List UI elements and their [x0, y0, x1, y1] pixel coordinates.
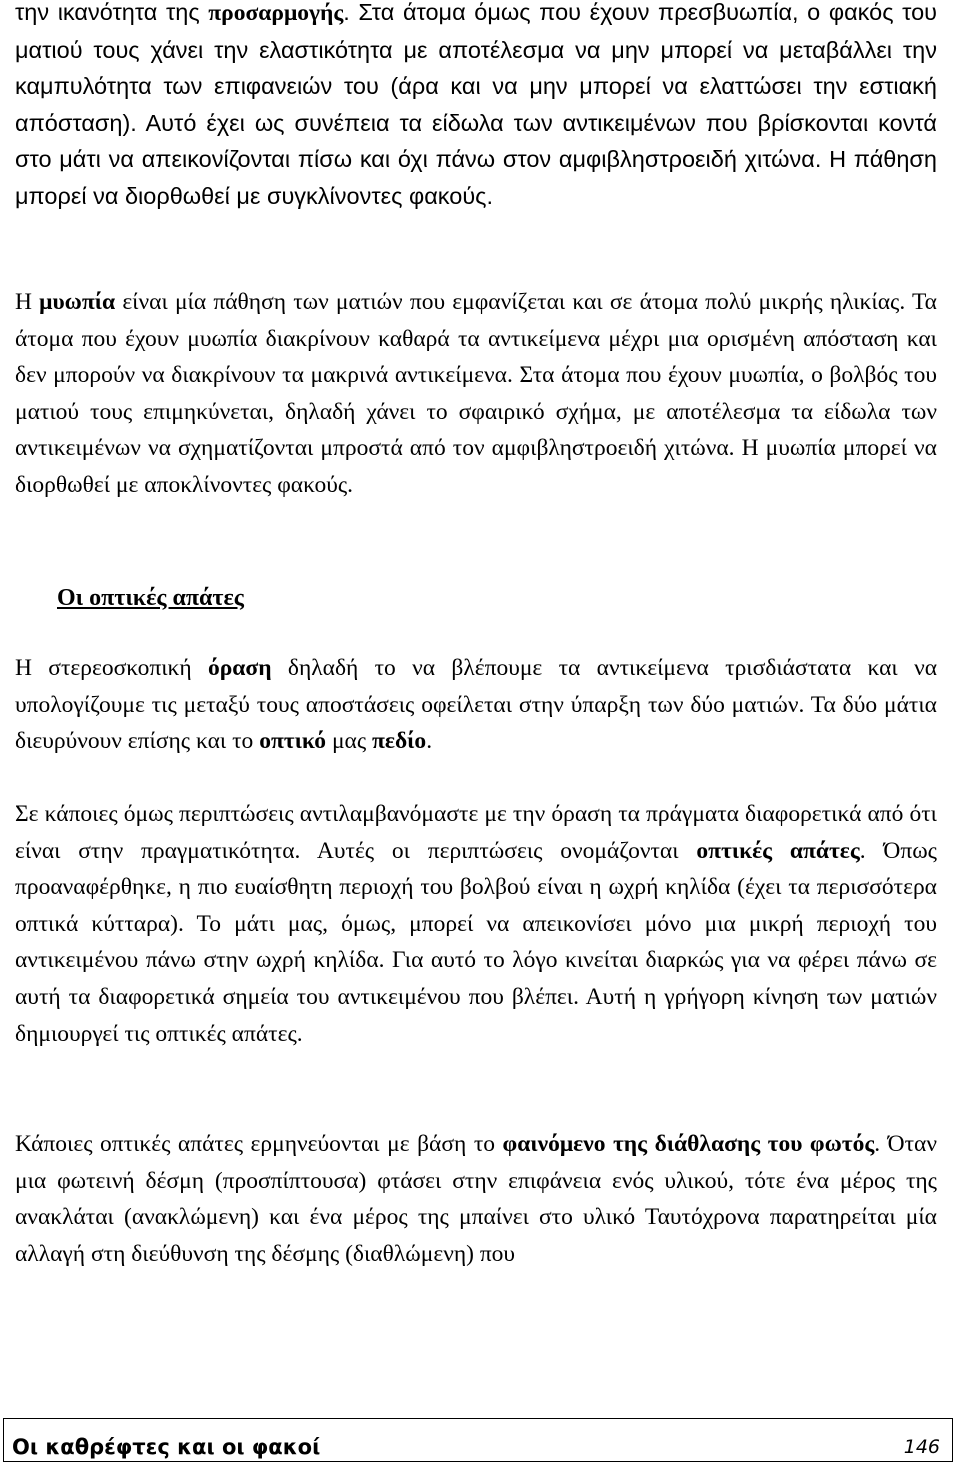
bold-term-refraction: φαινόμενο της διάθλασης του φωτός [502, 1131, 875, 1157]
text: την ικανότητα της [15, 0, 209, 25]
text: . Όπως προαναφέρθηκε, η πιο ευαίσθητη περιοχή του βολβού είναι η ωχρή κηλίδα (έχει τα περισσότερα οπτικά κύτταρα). Το μάτι μας, όμως, μπορεί να απεικονίσει μόνο μια μικρή περιοχή του αντικειμένου πάνω στην ωχρή κηλίδα. Για αυτό το λόγο κινείται διαρκώς για να φέρει πάνω σε αυτή τα διαφορετικά σημεία του αντικειμένου που βλέπει. Αυτή η γρήγορη κίνηση των ματιών δημιουργεί τις οπτικές απάτες. [15, 837, 937, 1047]
text: Κάποιες οπτικές απάτες ερμηνεύονται με βάση το [15, 1131, 503, 1157]
text: . Στα άτομα όμως που έχουν πρεσβυωπία, ο φακός του ματιού τους χάνει την ελαστικότητα με αποτέλεσμα να μην μπορεί να μεταβάλλει την καμπυλότητα των επιφανειών του (άρα και να μην μπορεί να ελαττώσει την εστιακή απόσταση). Αυτό έχει ως συνέπεια τα είδωλα των αντικειμένων που βρίσκονται κοντά στο μάτι να απεικονίζονται πίσω και όχι πάνω στον αμφιβληστροειδή χιτώνα. Η πάθηση μπορεί να διορθωθεί με συγκλίνοντες φακούς. [15, 0, 938, 209]
text: . [426, 728, 433, 755]
bold-term-myopia: μυωπία [39, 289, 116, 315]
text: . Όταν μια φωτεινή δέσμη (προσπίπτουσα) φτάσει στην επιφάνεια ενός υλικού, τότε ένα μέρος της ανακλάται (ανακλώμενη) και ένα μέρος της μπαίνει στο υλικό Ταυτόχρονα παρατηρείται μία αλλαγή στη διεύθυνση της δέσμης (διαθλώμενη) που [15, 1131, 937, 1267]
bold-term-vision: όραση [207, 655, 272, 681]
text: Σε κάποιες όμως περιπτώσεις αντιλαμβανόμαστε με την όραση τα πράγματα διαφορετικά από ότι είναι στην πραγματικότητα. Αυτές οι περιπτώσεις ονομάζονται [15, 801, 937, 864]
text: μας [326, 728, 373, 755]
paragraph-myopia [15, 284, 937, 504]
bold-term-optical-illusions: οπτικές απάτες [696, 837, 860, 864]
paragraph-refraction [15, 1126, 937, 1272]
paragraph-stereoscopic-vision [15, 650, 937, 760]
bold-term-adaptation: προσαρμογής [208, 0, 344, 26]
section-heading: Οι οπτικές απάτες [57, 585, 244, 611]
bold-term-optical: οπτικό [259, 728, 327, 755]
text: Η [15, 289, 40, 315]
text: είναι μία πάθηση των ματιών που εμφανίζεται και σε άτομα πολύ μικρής ηλικίας. Τα άτομα που έχουν μυωπία διακρίνουν καθαρά τα αντικείμενα μέχρι μια ορισμένη απόσταση και δεν μπορούν να διακρίνουν τα μακρινά αντικείμενα. Στα άτομα που έχουν μυωπία, ο βολβός του ματιού τους επιμηκύνεται, δηλαδή χάνει το σφαιρικό σχήμα, με αποτέλεσμα τα είδωλα των αντικειμένων να σχηματίζονται μπροστά από τον αμφιβληστροειδή χιτώνα. Η μυωπία μπορεί να διορθωθεί με αποκλίνοντες φακούς. [15, 289, 937, 498]
text: Η στερεοσκοπική [15, 655, 208, 681]
paragraph-presbyopia [15, 0, 937, 215]
page-footer [3, 1418, 953, 1462]
text: δηλαδή το να βλέπουμε τα αντικείμενα τρισδιάστατα και να υπολογίζουμε τις μεταξύ τους αποστάσεις οφείλεται στην ύπαρξη των δύο ματιών. Τα δύο μάτια διευρύνουν επίσης και το [15, 655, 938, 755]
bold-term-field: πεδίο [372, 728, 427, 755]
paragraph-optical-illusions [15, 796, 937, 1052]
footer-chapter-title: Οι καθρέφτες και οι φακοί [12, 1435, 321, 1459]
page-number: 146 [903, 1436, 940, 1458]
